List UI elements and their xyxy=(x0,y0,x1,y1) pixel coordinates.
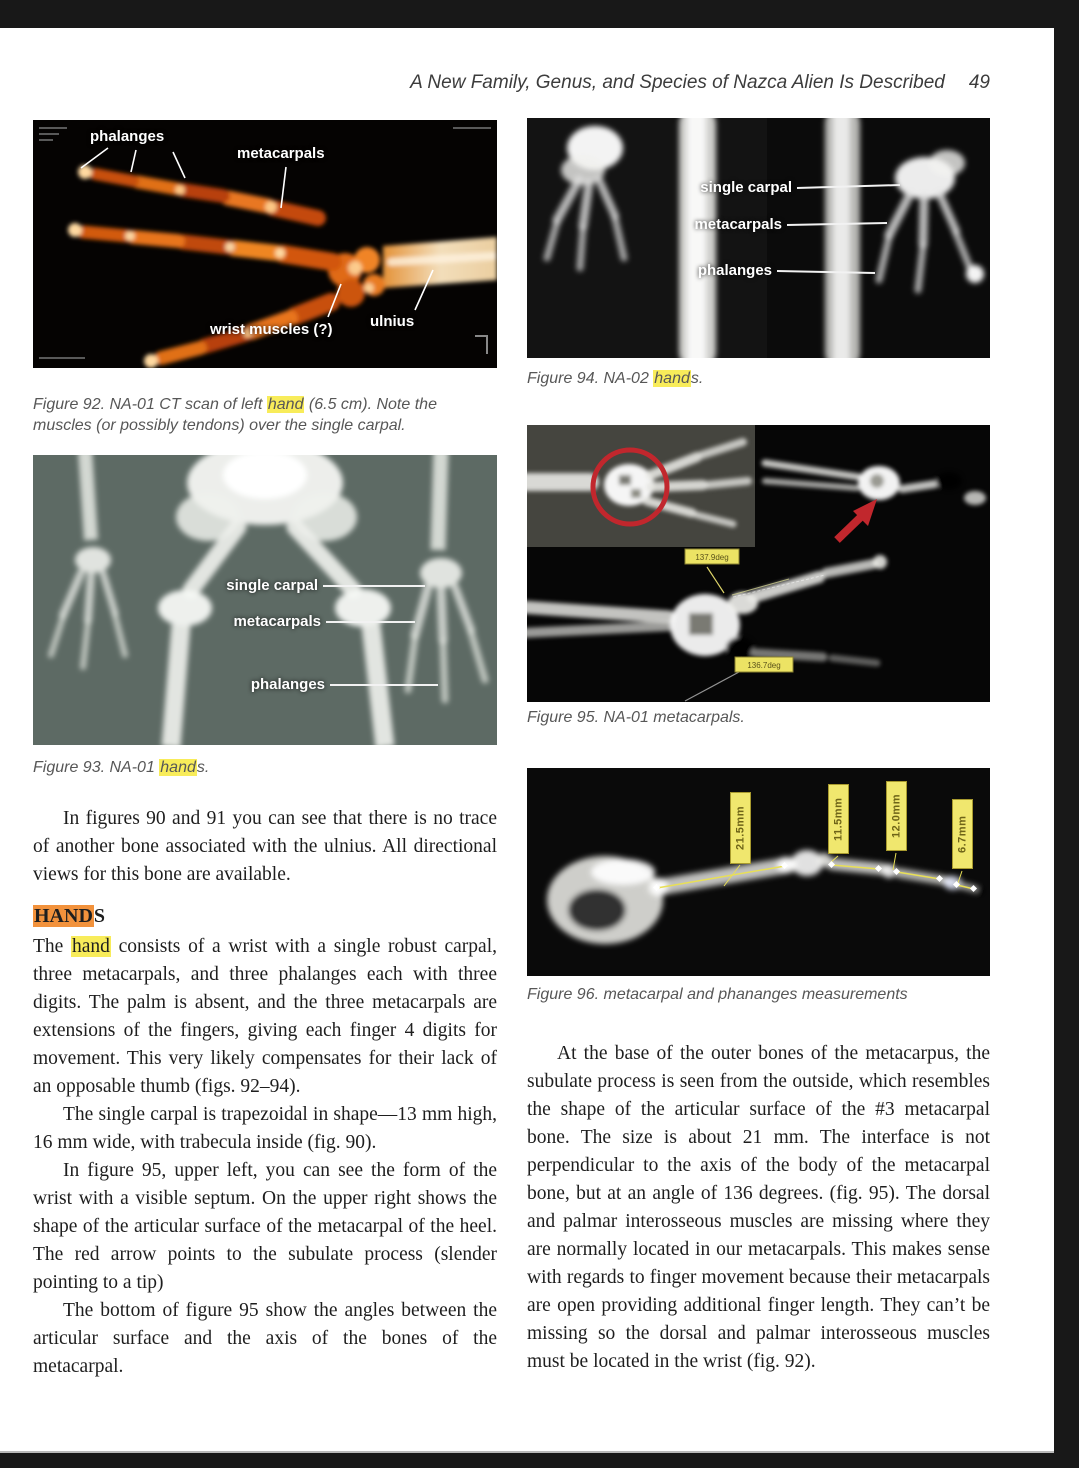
fig93-label-metacarpals: metacarpals xyxy=(233,613,321,630)
figure-95 xyxy=(527,425,990,702)
fig92-caption xyxy=(33,394,497,436)
paragraph: In figures 90 and 91 you can see that there is no trace of another bone associated with the ulnius. All directional views for this bone are available. xyxy=(33,808,497,885)
fig94-label-phalanges: phalanges xyxy=(697,262,772,279)
page-number: 49 xyxy=(968,72,990,93)
fig95-caption: Figure 95. NA-01 metacarpals. xyxy=(527,709,745,726)
measurement-tag-4: 6.7mm xyxy=(952,799,973,869)
fig93-caption-text-2: s. xyxy=(196,759,210,776)
fig93-caption xyxy=(33,757,497,778)
angle-label-1: 137.9deg xyxy=(695,553,729,562)
hands-heading-rest: S xyxy=(93,905,106,927)
xray-metacarpal-views-graphic xyxy=(527,425,990,702)
fig94-label-metacarpals: metacarpals xyxy=(694,216,782,233)
measurement-tag-2: 11.5mm xyxy=(828,784,849,854)
figure-93 xyxy=(33,455,497,745)
measurement-tag-3: 12.0mm xyxy=(886,781,907,851)
angle-label-2: 136.7deg xyxy=(747,661,781,670)
fig93-label-phalanges: phalanges xyxy=(250,676,325,693)
fig92-caption-text-2: (6.5 cm). Note the muscles (or possibly tendons) over the single carpal. xyxy=(33,396,437,434)
hands-heading-highlight: HAND xyxy=(34,905,93,927)
paragraph-text: The xyxy=(33,936,72,957)
measurement-tag-1: 21.5mm xyxy=(730,792,751,864)
xray-pelvis-hands-graphic xyxy=(33,455,497,745)
paragraph-text-2: consists of a wrist with a single robust carpal, three metacarpals, and three phalanges each with three digits. The palm is absent, and the three metacarpals are extensions of the fingers, giving each finger 4 digits for movement. This very likely compensates for their lack of an opposable thumb (figs. 92–94). xyxy=(33,936,497,1097)
fig93-label-single-carpal: single carpal xyxy=(226,577,318,594)
book-page xyxy=(0,28,1054,1453)
figure-94 xyxy=(527,118,990,358)
paragraph: The bottom of figure 95 show the angles between the articular surface and the axis of the bones of the metacarpal. xyxy=(33,1300,497,1377)
fig92-label-phalanges: phalanges xyxy=(90,128,165,145)
right-text-column xyxy=(527,1040,990,1376)
hands-heading xyxy=(33,902,497,930)
fig94-caption-text: Figure 94. NA-02 xyxy=(527,370,654,387)
page-header xyxy=(410,72,990,94)
paragraph xyxy=(33,933,497,1101)
xray-two-hands-graphic xyxy=(527,118,990,358)
fig93-caption-highlight: hand xyxy=(160,759,196,776)
fig92-label-ulnius: ulnius xyxy=(370,313,415,330)
fig92-caption-text: Figure 92. NA-01 CT scan of left xyxy=(33,396,267,413)
fig92-label-wrist-muscles: wrist muscles (?) xyxy=(210,321,333,338)
figure-92 xyxy=(33,120,497,368)
xray-finger-measurements-graphic xyxy=(527,768,990,976)
figure-96 xyxy=(527,768,990,976)
fig94-caption xyxy=(527,368,990,389)
fig92-caption-highlight: hand xyxy=(267,396,304,413)
fig96-caption: Figure 96. metacarpal and phananges measurements xyxy=(527,986,908,1003)
paragraph: At the base of the outer bones of the metacarpus, the subulate process is seen from the outside, which resembles the shape of the articular surface of the #3 metacarpal bone. The size is about 21 mm. The interface is not perpendicular to the axis of the body of the metacarpal bone, but at an angle of 136 degrees. (fig. 95). The dorsal and palmar interosseous muscles are missing where they are normally located in our metacarpals. This makes sense with regards to finger movement because their metacarpals are open providing additional finger length. They can’t be missing so the dorsal and palmar interosseous muscles must be located in the wrist (fig. 92). xyxy=(527,1043,990,1372)
header-title: A New Family, Genus, and Species of Nazca Alien Is Described xyxy=(410,72,945,93)
fig94-label-single-carpal: single carpal xyxy=(700,179,792,196)
left-text-column xyxy=(33,805,497,1381)
fig92-label-metacarpals: metacarpals xyxy=(237,145,325,162)
hand-highlight: hand xyxy=(72,936,110,957)
fig94-caption-highlight: hand xyxy=(654,370,690,387)
fig93-caption-text: Figure 93. NA-01 xyxy=(33,759,160,776)
fig94-caption-text-2: s. xyxy=(690,370,704,387)
paragraph: In figure 95, upper left, you can see the form of the wrist with a visible septum. On the upper right shows the shape of the articular surface of the metacarpal of the heel. The red arrow points to the subulate process (slender pointing to a tip) xyxy=(33,1160,497,1293)
paragraph: The single carpal is trapezoidal in shape—13 mm high, 16 mm wide, with trabecula inside (fig. 90). xyxy=(33,1104,497,1153)
